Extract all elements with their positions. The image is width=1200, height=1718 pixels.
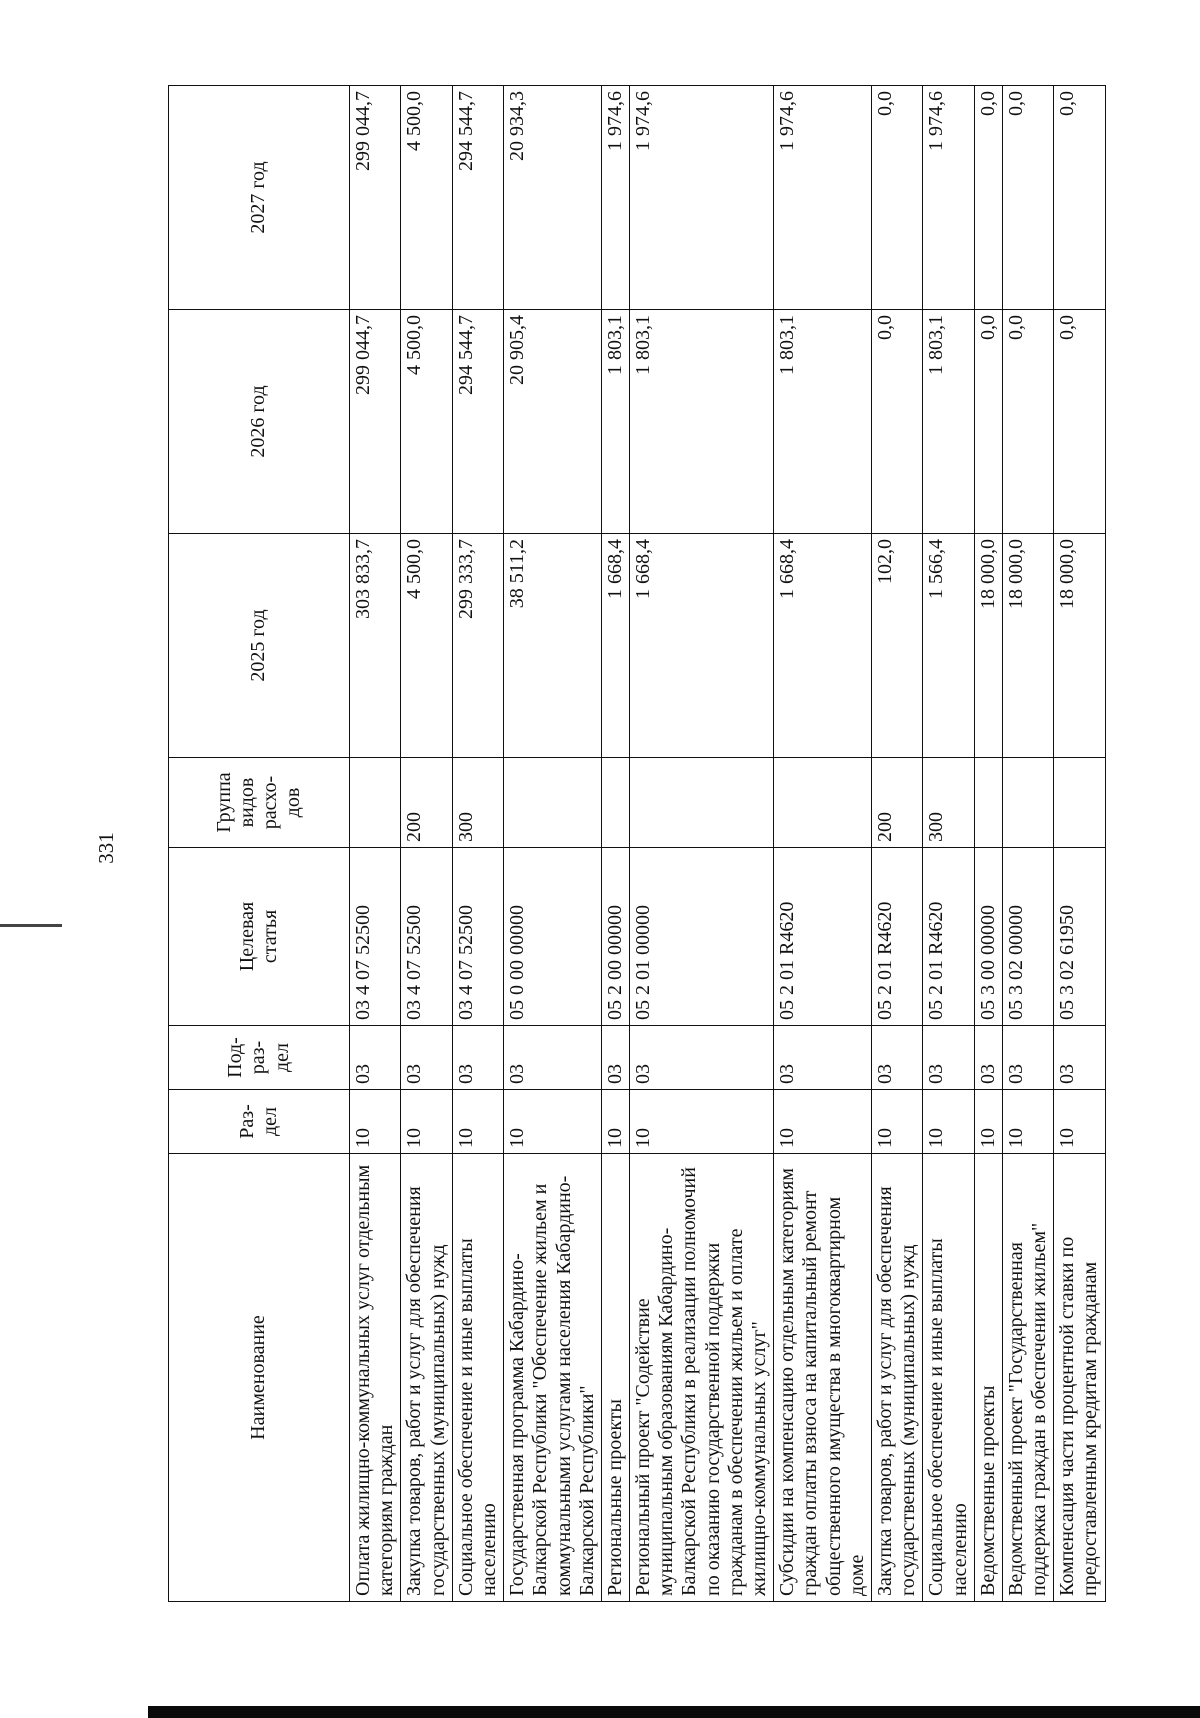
cell-2026: 1 803,1 bbox=[601, 310, 629, 534]
scan-bottom-edge bbox=[148, 1706, 1200, 1718]
cell-2025: 1 668,4 bbox=[601, 534, 629, 758]
header-expense-group: Группа видов расхо- дов bbox=[169, 758, 350, 848]
cell-target: 03 4 07 52500 bbox=[401, 848, 452, 1026]
table-row bbox=[504, 86, 602, 1602]
cell-target: 05 0 00 00000 bbox=[504, 848, 602, 1026]
cell-2026: 1 803,1 bbox=[630, 310, 774, 534]
cell-2026: 4 500,0 bbox=[401, 310, 452, 534]
cell-2026: 0,0 bbox=[871, 310, 922, 534]
scan-binding-edge bbox=[0, 924, 62, 927]
cell-target: 05 2 00 00000 bbox=[601, 848, 629, 1026]
cell-name: Закупка товаров, работ и услуг для обеспечения государственных (муниципальных) нужд bbox=[401, 1154, 452, 1602]
cell-group: 200 bbox=[871, 758, 922, 848]
cell-group: 300 bbox=[452, 758, 503, 848]
cell-section: 10 bbox=[774, 1090, 872, 1154]
cell-name: Закупка товаров, работ и услуг для обеспечения государственных (муниципальных) нужд bbox=[871, 1154, 922, 1602]
cell-target: 05 3 02 00000 bbox=[1002, 848, 1053, 1026]
cell-target: 05 2 01 R4620 bbox=[774, 848, 872, 1026]
cell-target: 05 3 02 61950 bbox=[1054, 848, 1105, 1026]
table-row bbox=[923, 86, 974, 1602]
cell-section: 10 bbox=[871, 1090, 922, 1154]
cell-name: Субсидии на компенсацию отдельным категориям граждан оплаты взноса на капитальный ремонт общественного имущества в многоквартирном доме bbox=[774, 1154, 872, 1602]
cell-target: 05 2 01 R4620 bbox=[923, 848, 974, 1026]
cell-section: 10 bbox=[630, 1090, 774, 1154]
cell-group bbox=[774, 758, 872, 848]
cell-group: 200 bbox=[401, 758, 452, 848]
cell-2026: 1 803,1 bbox=[774, 310, 872, 534]
cell-group bbox=[630, 758, 774, 848]
table-row bbox=[601, 86, 629, 1602]
table-header-row bbox=[169, 86, 350, 1602]
cell-target: 05 2 01 00000 bbox=[630, 848, 774, 1026]
cell-section: 10 bbox=[452, 1090, 503, 1154]
cell-name: Социальное обеспечение и иные выплаты населению bbox=[452, 1154, 503, 1602]
cell-subsection: 03 bbox=[1002, 1026, 1053, 1090]
cell-name: Компенсация части процентной ставки по предоставленным кредитам гражданам bbox=[1054, 1154, 1105, 1602]
cell-2025: 303 833,7 bbox=[350, 534, 401, 758]
table-row bbox=[1002, 86, 1053, 1602]
cell-2027: 20 934,3 bbox=[504, 86, 602, 310]
cell-name: Социальное обеспечение и иные выплаты населению bbox=[923, 1154, 974, 1602]
cell-target: 03 4 07 52500 bbox=[350, 848, 401, 1026]
cell-2025: 18 000,0 bbox=[1054, 534, 1105, 758]
cell-subsection: 03 bbox=[601, 1026, 629, 1090]
cell-2025: 18 000,0 bbox=[974, 534, 1002, 758]
table-row bbox=[350, 86, 401, 1602]
table-row bbox=[1054, 86, 1105, 1602]
cell-2027: 0,0 bbox=[974, 86, 1002, 310]
cell-section: 10 bbox=[923, 1090, 974, 1154]
cell-section: 10 bbox=[350, 1090, 401, 1154]
cell-2026: 0,0 bbox=[1002, 310, 1053, 534]
header-2027: 2027 год bbox=[169, 86, 350, 310]
cell-group: 300 bbox=[923, 758, 974, 848]
cell-group bbox=[504, 758, 602, 848]
cell-2026: 0,0 bbox=[974, 310, 1002, 534]
cell-2027: 0,0 bbox=[1002, 86, 1053, 310]
cell-name: Ведомственные проекты bbox=[974, 1154, 1002, 1602]
cell-subsection: 03 bbox=[452, 1026, 503, 1090]
cell-2026: 294 544,7 bbox=[452, 310, 503, 534]
cell-2027: 1 974,6 bbox=[630, 86, 774, 310]
table-row bbox=[630, 86, 774, 1602]
cell-2027: 1 974,6 bbox=[923, 86, 974, 310]
header-name: Наименование bbox=[169, 1154, 350, 1602]
cell-2025: 1 566,4 bbox=[923, 534, 974, 758]
page-number: 331 bbox=[93, 832, 118, 864]
cell-2025: 299 333,7 bbox=[452, 534, 503, 758]
cell-name: Региональный проект "Содействие муниципальным образованиям Кабардино-Балкарской Республики в реализации полномочий по оказанию государственной поддержки гражданам в обеспечении жильем и оплате жилищно-коммунальных услуг" bbox=[630, 1154, 774, 1602]
cell-2025: 18 000,0 bbox=[1002, 534, 1053, 758]
cell-2027: 299 044,7 bbox=[350, 86, 401, 310]
table-row bbox=[974, 86, 1002, 1602]
cell-subsection: 03 bbox=[871, 1026, 922, 1090]
table-row bbox=[774, 86, 872, 1602]
cell-subsection: 03 bbox=[350, 1026, 401, 1090]
cell-group bbox=[974, 758, 1002, 848]
cell-target: 03 4 07 52500 bbox=[452, 848, 503, 1026]
cell-target: 05 3 00 00000 bbox=[974, 848, 1002, 1026]
cell-2026: 1 803,1 bbox=[923, 310, 974, 534]
cell-subsection: 03 bbox=[401, 1026, 452, 1090]
header-target-article: Целевая статья bbox=[169, 848, 350, 1026]
cell-subsection: 03 bbox=[774, 1026, 872, 1090]
cell-2026: 20 905,4 bbox=[504, 310, 602, 534]
cell-2027: 1 974,6 bbox=[601, 86, 629, 310]
cell-name: Государственная программа Кабардино-Балкарской Республики "Обеспечение жильем и коммунальными услугами населения Кабардино-Балкарской Республики" bbox=[504, 1154, 602, 1602]
header-section: Раз- дел bbox=[169, 1090, 350, 1154]
header-subsection: Под- раз- дел bbox=[169, 1026, 350, 1090]
cell-subsection: 03 bbox=[630, 1026, 774, 1090]
cell-2026: 0,0 bbox=[1054, 310, 1105, 534]
cell-2027: 1 974,6 bbox=[774, 86, 872, 310]
table-row bbox=[871, 86, 922, 1602]
cell-section: 10 bbox=[504, 1090, 602, 1154]
cell-name: Региональные проекты bbox=[601, 1154, 629, 1602]
cell-section: 10 bbox=[974, 1090, 1002, 1154]
cell-target: 05 2 01 R4620 bbox=[871, 848, 922, 1026]
table-row bbox=[452, 86, 503, 1602]
cell-2027: 0,0 bbox=[1054, 86, 1105, 310]
cell-subsection: 03 bbox=[974, 1026, 1002, 1090]
cell-2025: 4 500,0 bbox=[401, 534, 452, 758]
table-row bbox=[401, 86, 452, 1602]
cell-section: 10 bbox=[1054, 1090, 1105, 1154]
header-2026: 2026 год bbox=[169, 310, 350, 534]
cell-section: 10 bbox=[1002, 1090, 1053, 1154]
cell-name: Оплата жилищно-коммунальных услуг отдельным категориям граждан bbox=[350, 1154, 401, 1602]
cell-subsection: 03 bbox=[923, 1026, 974, 1090]
cell-2027: 294 544,7 bbox=[452, 86, 503, 310]
budget-table bbox=[168, 85, 1106, 1602]
header-2025: 2025 год bbox=[169, 534, 350, 758]
cell-2025: 1 668,4 bbox=[630, 534, 774, 758]
cell-subsection: 03 bbox=[1054, 1026, 1105, 1090]
cell-2027: 0,0 bbox=[871, 86, 922, 310]
cell-2025: 102,0 bbox=[871, 534, 922, 758]
cell-section: 10 bbox=[401, 1090, 452, 1154]
cell-subsection: 03 bbox=[504, 1026, 602, 1090]
cell-2027: 4 500,0 bbox=[401, 86, 452, 310]
cell-2025: 38 511,2 bbox=[504, 534, 602, 758]
cell-2026: 299 044,7 bbox=[350, 310, 401, 534]
cell-name: Ведомственный проект "Государственная поддержка граждан в обеспечении жильем" bbox=[1002, 1154, 1053, 1602]
cell-2025: 1 668,4 bbox=[774, 534, 872, 758]
cell-group bbox=[1054, 758, 1105, 848]
cell-section: 10 bbox=[601, 1090, 629, 1154]
cell-group bbox=[601, 758, 629, 848]
rotated-table-sheet bbox=[168, 86, 1102, 1602]
cell-group bbox=[1002, 758, 1053, 848]
cell-group bbox=[350, 758, 401, 848]
